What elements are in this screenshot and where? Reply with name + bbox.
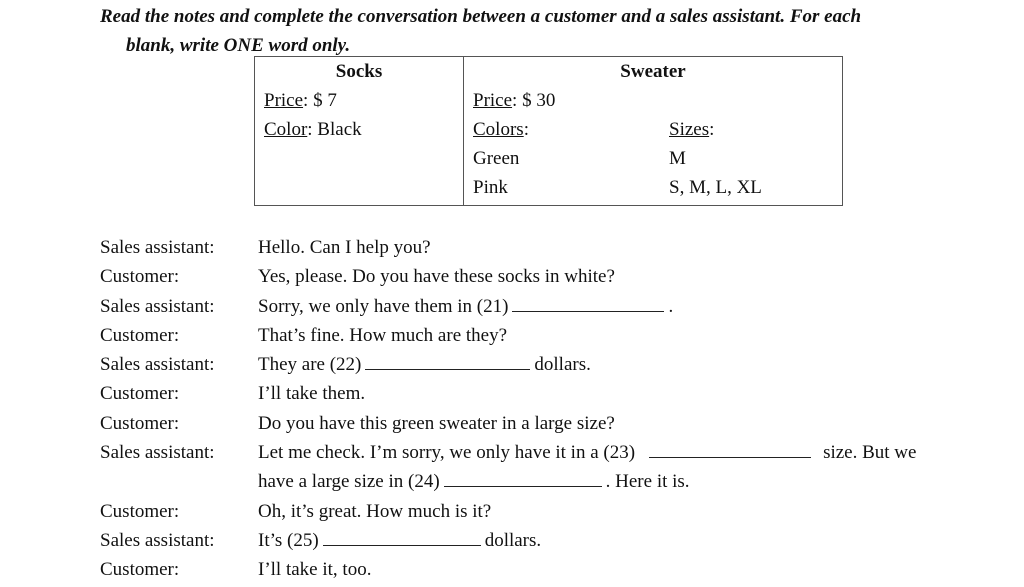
conversation <box>100 233 916 585</box>
speaker-label: Customer: <box>100 500 180 522</box>
dialogue-line <box>100 526 916 555</box>
sweater-sizes-label: Sizes <box>669 119 710 140</box>
speech-text: Let me check. I’m sorry, we only have it in a (23) <box>258 442 636 464</box>
speaker-label: Customer: <box>100 559 180 581</box>
speech-text: Oh, it’s great. How much is it? <box>258 500 492 522</box>
dialogue-line <box>100 233 916 262</box>
sweater-colors-label: Colors <box>473 119 524 140</box>
speaker-label: Sales assistant: <box>100 442 215 464</box>
instructions-line-1: Read the notes and complete the conversation between a customer and a sales assistant. For each <box>100 6 862 27</box>
sweater-sizes-green: M <box>669 148 686 169</box>
notes-table <box>254 56 843 206</box>
speech-text: Hello. Can I help you? <box>258 237 431 258</box>
sweater-column <box>464 57 843 206</box>
speech-text: They are (22) <box>258 354 362 376</box>
socks-color: Color: Black <box>264 119 362 140</box>
dialogue-line <box>100 379 916 408</box>
speech-text: dollars. <box>534 354 591 376</box>
speech-text: It’s (25) <box>258 529 319 551</box>
sweater-heading: Sweater <box>620 61 686 82</box>
speech-text: dollars. <box>484 529 542 551</box>
dialogue-line <box>100 438 916 467</box>
speaker-label: Customer: <box>100 383 180 405</box>
instructions <box>100 2 1000 60</box>
dialogue-line <box>100 555 916 584</box>
speaker-label: Customer: <box>100 324 180 346</box>
speaker-label: Sales assistant: <box>100 354 215 376</box>
speaker-label: Customer: <box>100 266 180 288</box>
speech-text: That’s fine. How much are they? <box>258 324 508 346</box>
sweater-subheadings: Colors: Sizes: <box>473 119 715 140</box>
speaker-label: Sales assistant: <box>100 529 215 551</box>
answer-blank-22[interactable] <box>365 351 530 370</box>
sweater-option-row <box>473 144 842 173</box>
answer-blank-24[interactable] <box>444 468 602 487</box>
dialogue-line <box>100 497 916 526</box>
speaker-label: Sales assistant: <box>100 237 215 258</box>
sweater-sizes-pink: S, M, L, XL <box>669 177 762 198</box>
socks-price: Price: $ 7 <box>264 90 337 111</box>
speech-text: . <box>668 295 674 317</box>
speech-text: I’ll take it, too. <box>258 559 372 581</box>
sweater-option-row <box>473 173 842 202</box>
speaker-label: Customer: <box>100 412 180 434</box>
answer-blank-25[interactable] <box>323 527 481 546</box>
answer-blank-21[interactable] <box>512 293 664 312</box>
speech-text: Yes, please. Do you have these socks in white? <box>258 266 615 288</box>
speech-text: Do you have this green sweater in a large size? <box>258 412 615 434</box>
dialogue-line <box>100 409 916 438</box>
dialogue-line <box>100 350 916 379</box>
speaker-label: Sales assistant: <box>100 295 215 317</box>
speech-text: . Here it is. <box>605 471 690 493</box>
dialogue-line <box>100 292 916 321</box>
sweater-price: Price: $ 30 <box>473 90 556 111</box>
speech-text: size. But we <box>823 442 917 464</box>
sweater-color-pink: Pink <box>473 177 508 198</box>
dialogue-line <box>100 262 916 291</box>
speech-text: have a large size in (24) <box>258 471 440 493</box>
answer-blank-23[interactable] <box>649 439 811 458</box>
socks-heading: Socks <box>335 61 383 82</box>
instructions-line-2: blank, write ONE word only. <box>126 35 351 56</box>
socks-column <box>255 57 464 206</box>
speech-text: Sorry, we only have them in (21) <box>258 295 509 317</box>
sweater-color-green: Green <box>473 148 520 169</box>
dialogue-line <box>100 321 916 350</box>
dialogue-continuation-line <box>100 467 916 496</box>
speech-text: I’ll take them. <box>258 383 366 405</box>
